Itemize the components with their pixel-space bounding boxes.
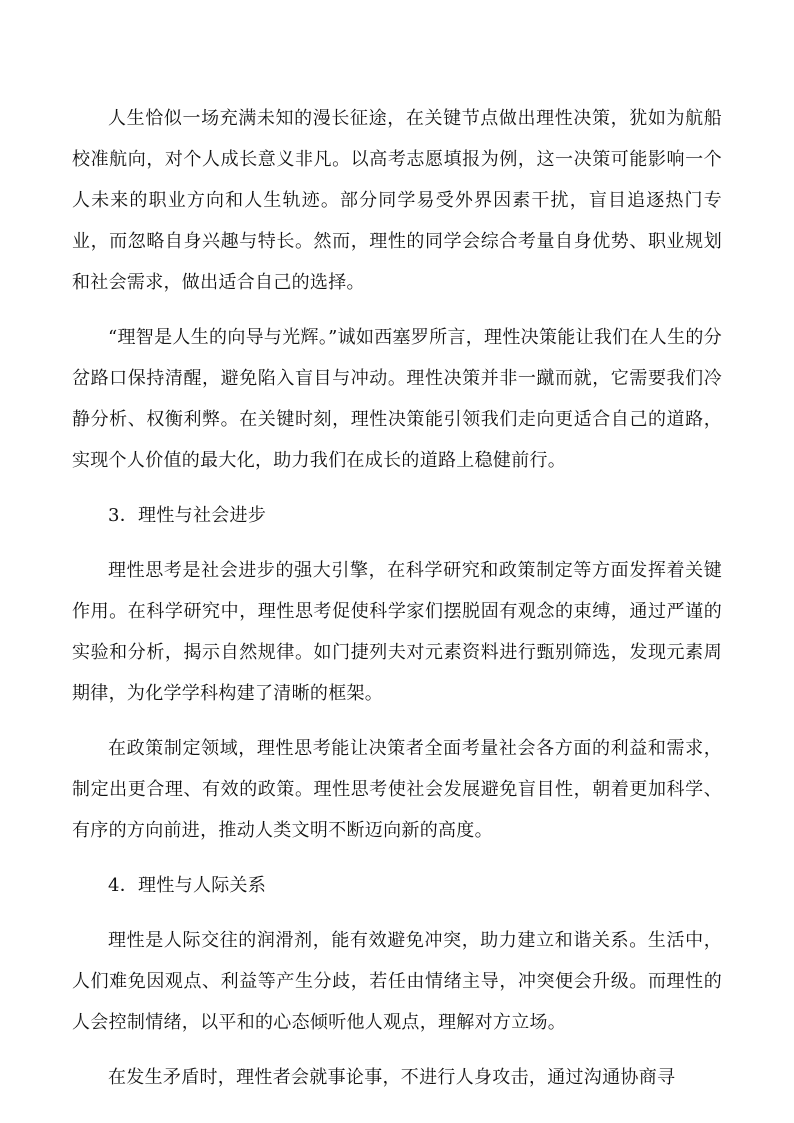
section-heading-relationships: 4．理性与人际关系 (108, 875, 267, 896)
paragraph-policy-making: 在政策制定领域，理性思考能让决策者全面考量社会各方面的利益和需求，制定出更合理、有效的政策。理性思考使社会发展避免盲目性，朝着更加科学、有序的方向前进，推动人类文明不断迈向新的高度。 (72, 738, 722, 841)
paragraph-scientific-research: 理性思考是社会进步的强大引擎，在科学研究和政策制定等方面发挥着关键作用。在科学研究中，理性思考促使科学家们摆脱固有观念的束缚，通过严谨的实验和分析，揭示自然规律。如门捷列夫对元素资料进行甄别筛选，发现元素周期律，为化学学科构建了清晰的框架。 (72, 560, 722, 704)
section-heading-social-progress: 3．理性与社会进步 (108, 505, 267, 526)
paragraph-rational-decision-life: 人生恰似一场充满未知的漫长征途，在关键节点做出理性决策，犹如为航船校准航向，对个人成长意义非凡。以高考志愿填报为例，这一决策可能影响一个人未来的职业方向和人生轨迹。部分同学易受外界因素干扰，盲目追逐热门专业，而忽略自身兴趣与特长。然而，理性的同学会综合考量自身优势、职业规划和社会需求，做出适合自己的选择。 (72, 108, 722, 293)
paragraph-conflict-resolution: 在发生矛盾时，理性者会就事论事，不进行人身攻击，通过沟通协商寻 (108, 1067, 676, 1088)
paragraph-cicero-quote: “理智是人生的向导与光辉。”诚如西塞罗所言，理性决策能让我们在人生的分岔路口保持清醒，避免陷入盲目与冲动。理性决策并非一蹴而就，它需要我们冷静分析、权衡利弊。在关键时刻，理性决策能引领我们走向更适合自己的道路，实现个人价值的最大化，助力我们在成长的道路上稳健前行。 (72, 327, 722, 471)
document-body (72, 98, 722, 1112)
paragraph-interpersonal: 理性是人际交往的润滑剂，能有效避免冲突，助力建立和谐关系。生活中，人们难免因观点、利益等产生分歧，若任由情绪主导，冲突便会升级。而理性的人会控制情绪，以平和的心态倾听他人观点，理解对方立场。 (72, 930, 722, 1033)
